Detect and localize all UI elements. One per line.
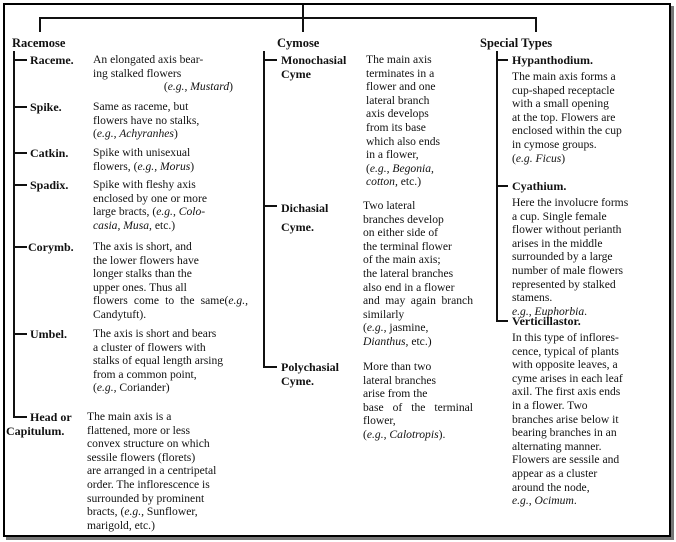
line: lateral branch — [366, 93, 430, 107]
example: e.g., — [124, 505, 144, 519]
line: axil. The first axis ends — [512, 385, 621, 399]
desc-catkin — [93, 146, 243, 173]
tick — [13, 184, 27, 186]
line: stalks of equal length arsing — [93, 354, 224, 368]
desc-spike — [93, 100, 243, 141]
desc-raceme — [93, 53, 241, 94]
line: a cluster of flowers with — [93, 340, 206, 354]
line: branches arise below it — [512, 412, 619, 426]
line: cup-shaped receptacle — [512, 83, 615, 97]
line: Monochasial — [281, 53, 347, 67]
line: (e.g., Mustard) — [163, 80, 233, 94]
line: in a flower. Two — [512, 398, 588, 412]
line: Cyme. — [281, 374, 314, 388]
line — [366, 175, 471, 189]
term-spadix: Spadix. — [30, 178, 69, 192]
line: More than two — [363, 360, 432, 373]
line: Flowers are sessile and — [512, 453, 620, 467]
line: The axis is short, and — [93, 240, 192, 253]
line: (e.g., Coriander) — [93, 381, 170, 395]
line: bearing branches in an — [512, 426, 617, 440]
line: which also ends — [366, 134, 441, 148]
line: arise from the — [363, 387, 428, 401]
text: ). — [438, 427, 446, 441]
line: Cyme — [281, 67, 311, 81]
line: Spike with unisexual — [93, 146, 191, 159]
example: casia, Musa, — [93, 218, 152, 232]
desc-verticillastor — [512, 331, 664, 508]
line: axis develops — [366, 107, 429, 121]
desc-corymb — [93, 240, 248, 322]
example: e.g., Morus — [137, 159, 191, 173]
cymose-branch-line — [263, 51, 265, 367]
drop-racemose — [39, 17, 41, 32]
tick — [13, 106, 27, 108]
term-spike: Spike. — [30, 100, 62, 114]
line: from a common point, — [93, 367, 197, 381]
line: bracts, (e.g., Sunflower, — [87, 505, 198, 519]
line: (e.g. Ficus) — [512, 151, 566, 165]
line: of the main axis; — [363, 253, 441, 267]
drop-special — [535, 17, 537, 32]
line: appear as a cluster — [512, 466, 598, 480]
line: Dichasial — [281, 201, 329, 215]
term-head-line1: Head or — [30, 410, 72, 424]
example: e.g., Ocimum — [512, 494, 574, 508]
example: e.g. Ficus — [515, 151, 562, 165]
line: in a flower, — [366, 148, 419, 162]
line: the lower flowers have — [93, 253, 199, 267]
line: base of the terminal flower, — [363, 400, 473, 428]
term-cyathium: Cyathium. — [512, 179, 567, 193]
line: Spike with fleshy axis — [93, 178, 196, 191]
line: and may again branch similarly — [363, 294, 473, 321]
line: flowers come to the same(e.g., Candytuft). — [93, 294, 248, 321]
line: represented by stalked — [512, 277, 616, 291]
line: sessile flowers (florets) — [87, 450, 196, 464]
line: e.g., Ocimum. — [512, 494, 577, 508]
text: jasmine, — [386, 321, 429, 335]
example: cotton, — [366, 175, 398, 189]
example: e.g., Euphorbia — [512, 304, 585, 318]
term-hypanthodium: Hypanthodium. — [512, 53, 594, 67]
line: flower and one — [366, 80, 436, 94]
text: etc.) — [408, 334, 432, 348]
line: flowers have no stalks, — [93, 113, 200, 127]
line: The axis is short and bears — [93, 327, 217, 340]
tick — [13, 246, 27, 248]
term-raceme: Raceme. — [30, 53, 74, 67]
example: e.g., Begonia, — [369, 161, 434, 175]
example: e.g., Achyranhes — [96, 127, 174, 141]
line: upper ones. Thus all — [93, 280, 187, 294]
line: are arranged in a centripetal — [87, 464, 217, 478]
line: enclosed by one or more — [93, 191, 207, 205]
tick — [496, 320, 508, 322]
tick — [13, 152, 27, 154]
line: alternating manner. — [512, 439, 602, 453]
example: Dianthus, — [363, 334, 409, 348]
example: e.g., Mustard — [167, 80, 230, 94]
line: terminates in a — [366, 66, 435, 80]
line: with opposite leaves, a — [512, 358, 618, 372]
line: branches develop — [363, 212, 444, 226]
term-monochasial — [281, 53, 346, 81]
tick — [496, 59, 508, 61]
line: with a small opening — [512, 97, 609, 111]
line: a cup. Single female — [512, 209, 607, 223]
example: e.g., — [366, 321, 387, 335]
text: large bracts, — [93, 205, 153, 219]
tick — [13, 59, 27, 61]
line: in cymose groups. — [512, 137, 597, 151]
term-dichasial — [281, 199, 328, 237]
term-verticillastor: Verticillastor. — [512, 314, 581, 328]
term-head-line2: Capitulum. — [6, 424, 65, 438]
text: Candytuft). — [93, 307, 147, 321]
line: flattened, more or less — [87, 423, 191, 437]
line: also end in a flower — [363, 280, 455, 294]
line: order. The inflorescence is — [87, 477, 210, 491]
desc-head — [87, 410, 249, 532]
desc-monochasial — [366, 53, 471, 189]
line: from its base — [366, 120, 426, 134]
line: the lateral branches — [363, 266, 454, 280]
line: flowers, (e.g., Morus) — [93, 159, 195, 173]
line: In this type of inflores- — [512, 331, 619, 344]
term-polychasial — [281, 360, 339, 388]
desc-hypanthodium — [512, 70, 662, 165]
desc-umbel — [93, 327, 250, 395]
line: (e.g., Begonia, — [366, 161, 434, 175]
example: e.g., — [96, 381, 117, 395]
line: arises in the middle — [512, 236, 603, 250]
tick — [13, 333, 27, 335]
line: Two lateral — [363, 199, 416, 212]
line: Here the involucre forms — [512, 196, 629, 209]
line — [93, 219, 245, 233]
line: (e.g., Achyranhes) — [93, 127, 178, 141]
tick — [13, 416, 27, 418]
line: surrounded by prominent — [87, 491, 205, 505]
example: e.g., Colo- — [156, 205, 206, 219]
tick — [263, 59, 277, 61]
line: (e.g., jasmine, — [363, 321, 429, 335]
line: Same as raceme, but — [93, 100, 189, 113]
tick — [263, 366, 277, 368]
line: enclosed within the cup — [512, 124, 622, 138]
line: surrounded by a large — [512, 250, 613, 264]
line: cence, typical of plants — [512, 344, 619, 358]
example: e.g., — [228, 294, 248, 308]
text: bracts, — [87, 505, 121, 519]
term-corymb: Corymb. — [28, 240, 74, 254]
line: (e.g., Calotropis). — [363, 427, 446, 441]
line: The main axis forms a — [512, 70, 616, 83]
text: etc.) — [397, 175, 422, 189]
term-head — [6, 410, 72, 438]
line: An elongated axis bear- — [93, 53, 204, 66]
text: flowers come to the same — [93, 294, 225, 308]
line: stamens. — [512, 291, 553, 305]
line: Polychasial — [281, 360, 340, 374]
desc-spadix — [93, 178, 245, 232]
line: at the top. Flowers are — [512, 110, 616, 124]
text: flowers, — [93, 159, 134, 173]
line: around the node, — [512, 480, 590, 494]
text: Sunflower, — [144, 505, 198, 519]
line: The main axis — [366, 53, 432, 66]
line: The main axis is a — [87, 410, 172, 423]
line: marigold, etc.) — [87, 518, 155, 532]
line — [363, 335, 473, 349]
text: etc.) — [151, 218, 176, 232]
text: Coriander) — [116, 381, 170, 395]
line: convex structure on which — [87, 437, 210, 451]
example: e.g., Calotropis — [366, 427, 439, 441]
tick — [496, 185, 508, 187]
desc-cyathium — [512, 196, 662, 318]
special-types-heading: Special Types — [480, 36, 553, 50]
line: number of male flowers — [512, 263, 624, 277]
line: cyme arises in each leaf — [512, 371, 623, 385]
line: ing stalked flowers — [93, 66, 182, 80]
line: on either side of — [363, 226, 439, 240]
line: large bracts, (e.g., Colo- — [93, 205, 206, 219]
cymose-heading: Cymose — [277, 36, 320, 50]
term-umbel: Umbel. — [30, 327, 67, 341]
desc-dichasial — [363, 199, 473, 349]
tick — [263, 205, 277, 207]
line: the terminal flower — [363, 239, 452, 253]
line: longer stalks than the — [93, 267, 192, 281]
line: e.g., Euphorbia. — [512, 304, 588, 318]
line: flower without perianth — [512, 223, 622, 237]
term-catkin: Catkin. — [30, 146, 69, 160]
top-bar — [39, 17, 536, 19]
racemose-heading: Racemose — [12, 36, 66, 50]
drop-cymose — [302, 17, 304, 32]
line: lateral branches — [363, 373, 437, 387]
desc-polychasial — [363, 360, 473, 442]
line: Cyme. — [281, 220, 314, 234]
